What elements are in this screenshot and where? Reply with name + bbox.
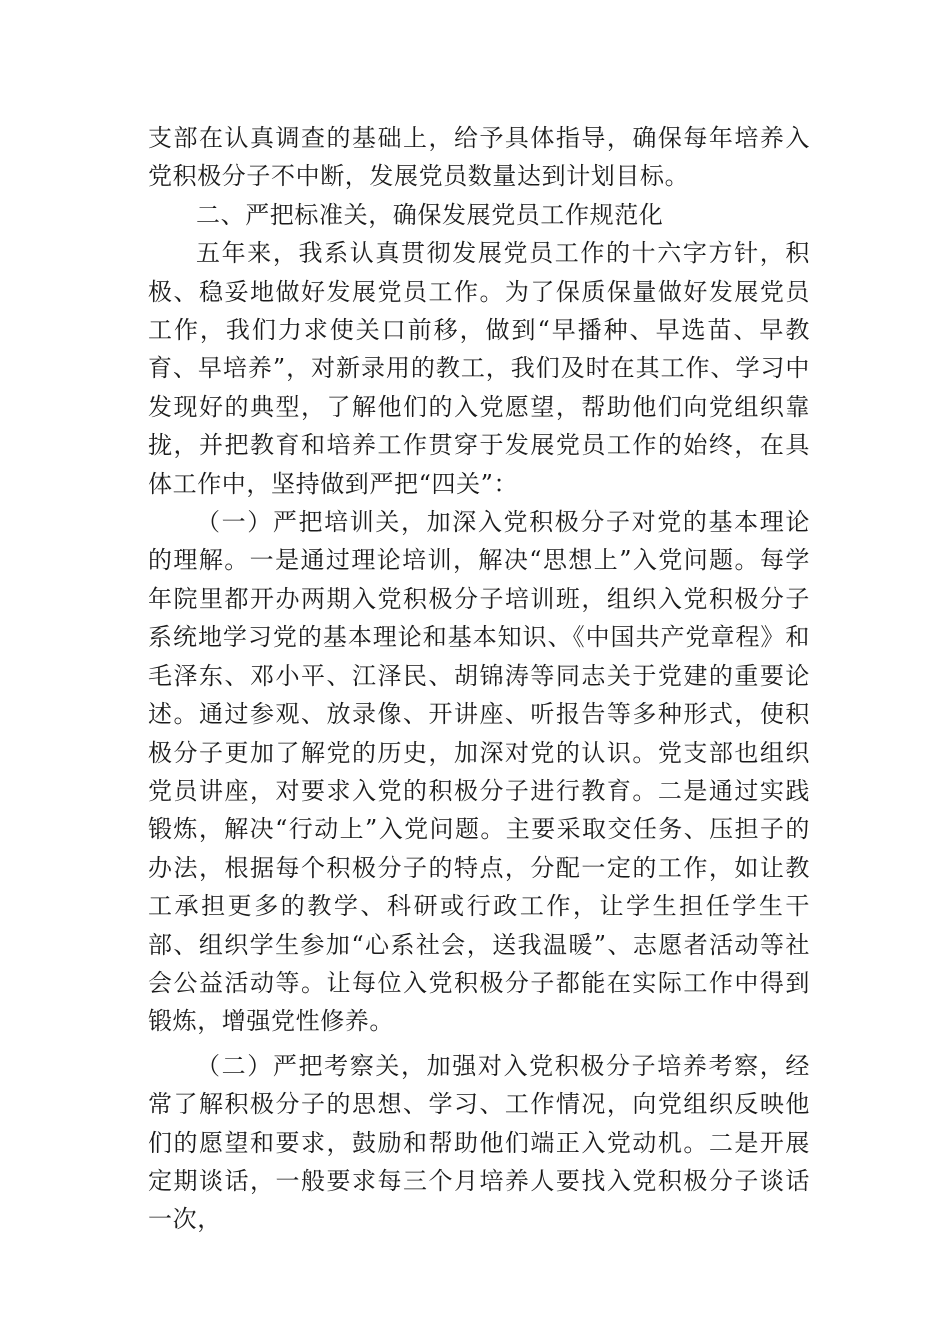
paragraph-continuation: 支部在认真调查的基础上，给予具体指导，确保每年培养入党积极分子不中断，发展党员数量达到计划目标。 (148, 124, 810, 191)
document-page (148, 119, 810, 1239)
paragraph-training: （一）严把培训关，加深入党积极分子对党的基本理论的理解。一是通过理论培训，解决“思想上”入党问题。每学年院里都开办两期入党积极分子培训班，组织入党积极分子系统地学习党的基本理论和基本知识、《中国共产党章程》和毛泽东、邓小平、江泽民、胡锦涛等同志关于党建的重要论述。通过参观、放录像、开讲座、听报告等多种形式，使积极分子更加了解党的历史，加深对党的认识。党支部也组织党员讲座，对要求入党的积极分子进行教育。二是通过实践锻炼，解决“行动上”入党问题。主要采取交任务、压担子的办法，根据每个积极分子的特点，分配一定的工作，如让教工承担更多的教学、科研或行政工作，让学生担任学生干部、组织学生参加“心系社会，送我温暖”、志愿者活动等社会公益活动等。让每位入党积极分子都能在实际工作中得到锻炼，增强党性修养。 (148, 508, 810, 1036)
paragraph-intro: 五年来，我系认真贯彻发展党员工作的十六字方针，积极、稳妥地做好发展党员工作。为了保质保量做好发展党员工作，我们力求使关口前移，做到“早播种、早选苗、早教育、早培养”，对新录用的教工，我们及时在其工作、学习中发现好的典型，了解他们的入党愿望，帮助他们向党组织靠拢，并把教育和培养工作贯穿于发展党员工作的始终，在具体工作中，坚持做到严把“四关”： (148, 239, 810, 498)
section-heading: 二、严把标准关，确保发展党员工作规范化 (196, 200, 664, 229)
paragraph-inspection: （二）严把考察关，加强对入党积极分子培养考察，经常了解积极分子的思想、学习、工作情况，向党组织反映他们的愿望和要求，鼓励和帮助他们端正入党动机。二是开展定期谈话，一般要求每三个月培养人要找入党积极分子谈话一次， (148, 1051, 810, 1234)
